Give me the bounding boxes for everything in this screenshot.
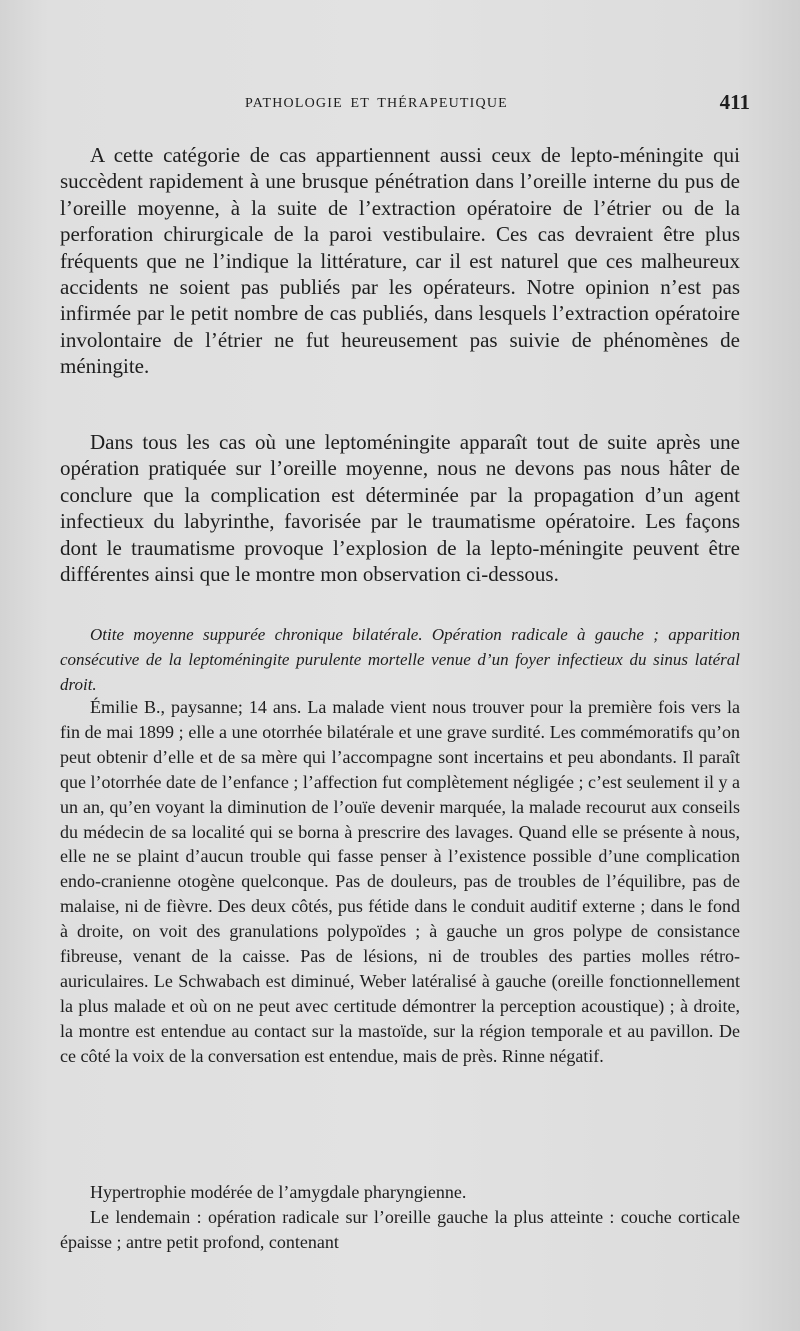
paragraph-5: Le lendemain : opération radicale sur l’oreille gauche la plus atteinte : couche corticale épaisse ; antre petit profond, contenant xyxy=(60,1207,740,1252)
observation-title: Otite moyenne suppurée chronique bilatérale. Opération radicale à gauche ; apparition consécutive de la leptoméningite purulente mortelle venue d’un foyer infectieux du sinus latéral droit. xyxy=(60,625,740,694)
paragraph-2: Dans tous les cas où une leptoméningite apparaît tout de suite après une opération pratiquée sur l’oreille moyenne, nous ne devons pas nous hâter de conclure que la complication est déterminée par la propagation d’un agent infectieux du labyrinthe, favorisée par le traumatisme opératoire. Les façons dont le traumatisme provoque l’explosion de la lepto-méningite peuvent être différentes ainsi que le montre mon observation ci-dessous. xyxy=(60,430,740,587)
running-head: PATHOLOGIE ET THÉRAPEUTIQUE xyxy=(245,96,508,111)
paragraph-4: Hypertrophie modérée de l’amygdale pharyngienne. xyxy=(90,1182,467,1202)
paragraph-case-history: Émilie B., paysanne; 14 ans. La malade vient nous trouver pour la première fois vers la fin de mai 1899 ; elle a une otorrhée bilatérale et une grave surdité. Les commémoratifs qu’on peut obtenir d’elle et de sa mère qui l’accompagne sont incertains et peu abondants. Il paraît que l’otorrhée date de l’enfance ; l’affection fut complètement négligée ; c’est seulement il y a un an, qu’en voyant la diminution de l’ouïe devenir marquée, la malade recourut aux conseils du médecin de sa localité qui se borna à prescrire des lavages. Quand elle se présente à nous, elle ne se plaint d’aucun trouble qui fasse penser à l’existence possible d’une complication endo-cranienne otogène quelconque. Pas de douleurs, pas de troubles de l’équilibre, pas de malaise, ni de fièvre. Des deux côtés, pus fétide dans le conduit auditif externe ; dans le fond à droite, on voit des granulations polypoïdes ; à gauche un gros polype de consistance fibreuse, venant de la caisse. Pas de lésions, ni de troubles des parties molles rétro-auriculaires. Le Schwabach est diminué, Weber latéralisé à gauche (oreille fonctionnellement la plus malade et où on ne peut avec certitude démontrer la perception acoustique) ; à droite, la montre est entendue au contact sur la mastoïde, sur la région temporale et au pavillon. De ce côté la voix de la conversation est entendue, mais de près. Rinne négatif. xyxy=(60,697,740,1066)
paragraph-1: A cette catégorie de cas appartiennent aussi ceux de lepto-méningite qui succèdent rapidement à une brusque pénétration dans l’oreille interne du pus de l’oreille moyenne, à la suite de l’extraction opératoire de l’étrier ou de la perforation chirurgicale de la paroi vestibulaire. Ces cas devraient être plus fréquents que ne l’indique la littérature, car il est naturel que ces malheureux accidents ne soient pas publiés par les opérateurs. Notre opinion n’est pas infirmée par le petit nombre de cas publiés, dans lesquels l’extraction opératoire involontaire de l’étrier ne fut heureusement pas suivie de phénomènes de méningite. xyxy=(60,143,740,379)
page-header xyxy=(60,92,750,122)
page-number: 411 xyxy=(719,90,750,114)
